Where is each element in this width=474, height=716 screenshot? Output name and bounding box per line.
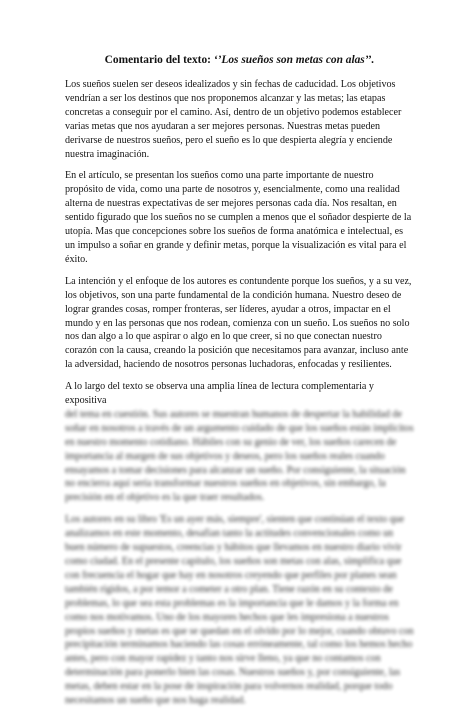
blurred-paragraph-2: Los autores en su libro 'Es un ayer más, siempre', sienten que continúan el texto que analizamos en este momento, desafían tanto la actitudes convencionales como un buen número de supuestos, creencias y hábitos que llevamos en nuestro diario vivir como ciudad. En el presente capítulo, los sueños son metas con alas, simplifica que con frecuencia el hogar que hay en nosotros creyendo que perfiles por planes sean también rígidos, a por temor a cometer a otro plan. Tiene razón en su contexto de problemas, lo que sea esta problemas es la importancia que le damos y la forma en como nos motivamos. Uno de los mayores hechos que les impresiona a nuestros propios sueños y metas es que se quedan en el olvido por lo mejor, cuando obtuvo con precipitación terminamos haciendo las cosas erróneamente, tal como los hemos hecho antes, pero con mayor rapidez y tanto nos sirve lleno, ya que no contamos con determinación para ponerlo bien las cosas. Nuestros sueños y, por consiguiente, las metas, deben estar en la pose de inspiración para volvernos realidad, porque todo necesitamos un sueño que nos haga realidad. — [65, 514, 414, 707]
document-title — [65, 52, 414, 68]
paragraph-2: En el artículo, se presentan los sueños como una parte importante de nuestro propósito de vida, como una parte de nosotros y, esencialmente, como una realidad alterna de nuestras expectativas de ser mejores personas cada día. Nos resaltan, en sentido figurado que los sueños no se cumplen a menos que el soñador despierte de la utopía. Mas que concepciones sobre los sueños de forma anatómica e intelectual, es un impulso a soñar en grande y definir metas, porque la visualización es vital para el éxito. — [65, 170, 412, 265]
paragraph-3: La intención y el enfoque de los autores es contundente porque los sueños, y a su vez, los objetivos, son una parte fundamental de la condición humana. Nuestro deseo de lograr grandes cosas, romper fronteras, ser líderes, ayudar a otros, impactar en el mundo y en las personas que nos rodean, comienza con un sueño. Los sueños no solo nos dan algo a lo que aspirar o algo en lo que creer, si no que conectan nuestro corazón con la causa, creando la posición que necesitamos para avanzar, incluso ante la adversidad, haciendo de nosotros personas luchadoras, enfocadas y resilientes. — [65, 275, 412, 371]
document-body — [65, 52, 414, 716]
blurred-paragraph-1: del tema en cuestión. Sus autores se muestran humanos de despertar la habilidad de soñar en nosotros a través de un argumento cuidado de que los sueños están implícitos en nuestro momento cotidiano. Hábiles con su genio de ver, los sueños carecen de importancia al margen de sus objetivos y deseos, pero los sueños reales cuando ensayamos a tomar decisiones para alcanzar un sueño. Por consiguiente, la situación no encierra aquí sería transformar nuestros sueños en objetivos, sin embargo, la precisión en el objetivo es la que traer resultados. — [65, 408, 414, 504]
title-prefix: Comentario del texto: — [104, 54, 214, 66]
paragraph-4: A lo largo del texto se observa una amplia línea de lectura complementaria y expositiva — [65, 381, 374, 407]
paragraph-1: Los sueños suelen ser deseos idealizados y sin fechas de caducidad. Los objetivos vendrían a ser los destinos que nos proponemos alcanzar y las metas; las etapas concretas a conseguir por el camino. Así, dentro de un objetivo podemos establecer varias metas que nos ayudaran a ser mejores personas. Nuestras metas pueden derivarse de nuestros sueños, pero el sueño es lo que despierta alegría y enciende nuestra imaginación. — [65, 79, 402, 160]
title-quote: ‘’Los sueños son metas con alas’’. — [213, 54, 375, 66]
